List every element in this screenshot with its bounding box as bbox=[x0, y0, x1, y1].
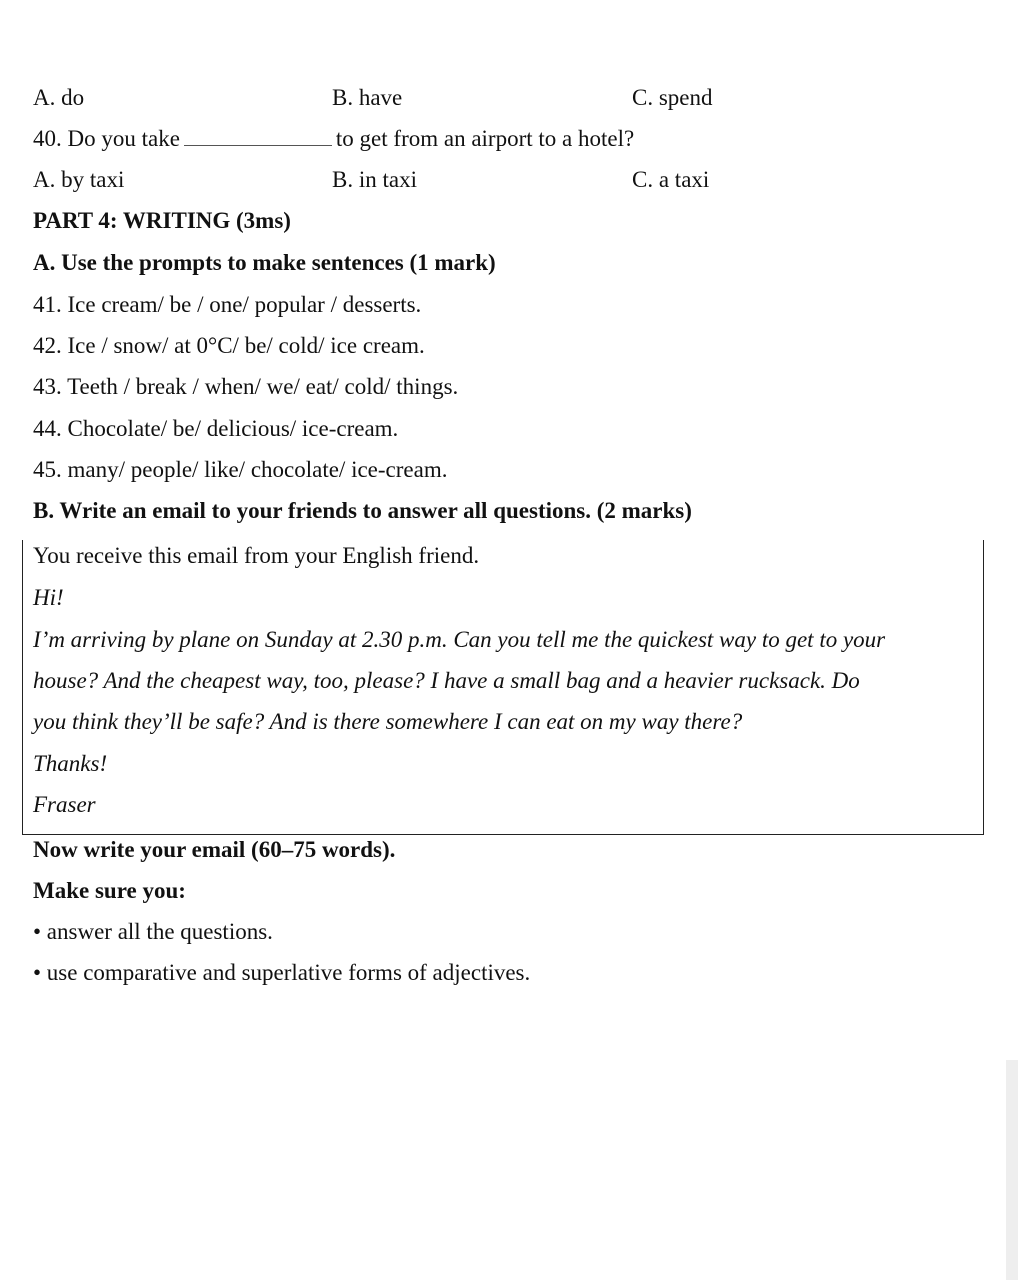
section-a-heading: A. Use the prompts to make sentences (1 mark) bbox=[33, 250, 496, 275]
email-signature: Fraser bbox=[33, 792, 96, 817]
question-40 bbox=[33, 125, 634, 153]
q39-option-b: B. have bbox=[332, 85, 403, 110]
question-40-suffix: to get from an airport to a hotel? bbox=[335, 126, 635, 151]
prompt-item-43: 43. Teeth / break / when/ we/ eat/ cold/ things. bbox=[33, 374, 459, 399]
scrollbar[interactable] bbox=[1006, 1060, 1018, 1280]
email-body-line-2: house? And the cheapest way, too, please? I have a small bag and a heavier rucksack. Do bbox=[33, 668, 860, 693]
prompt-item-41: 41. Ice cream/ be / one/ popular / desserts. bbox=[33, 292, 422, 317]
q39-option-c: C. spend bbox=[632, 85, 713, 110]
prompt-item-42: 42. Ice / snow/ at 0°C/ be/ cold/ ice cream. bbox=[33, 333, 425, 358]
prompt-item-44: 44. Chocolate/ be/ delicious/ ice-cream. bbox=[33, 416, 399, 441]
question-40-blank bbox=[184, 125, 332, 146]
bullet-answer-questions: • answer all the questions. bbox=[33, 919, 273, 944]
question-40-prefix: 40. Do you take bbox=[33, 126, 180, 151]
section-b-heading: B. Write an email to your friends to answer all questions. (2 marks) bbox=[33, 498, 692, 523]
email-greeting: Hi! bbox=[33, 585, 64, 610]
q39-option-a: A. do bbox=[33, 85, 85, 110]
email-signoff: Thanks! bbox=[33, 751, 108, 776]
prompt-item-45: 45. many/ people/ like/ chocolate/ ice-cream. bbox=[33, 457, 448, 482]
q40-option-c: C. a taxi bbox=[632, 167, 710, 192]
q40-option-b: B. in taxi bbox=[332, 167, 417, 192]
make-sure-heading: Make sure you: bbox=[33, 878, 186, 903]
email-intro: You receive this email from your English friend. bbox=[33, 543, 480, 568]
bullet-comparative-forms: • use comparative and superlative forms of adjectives. bbox=[33, 960, 531, 985]
part-4-title: PART 4: WRITING (3ms) bbox=[33, 208, 291, 233]
email-instruction: Now write your email (60–75 words). bbox=[33, 837, 396, 862]
email-body-line-1: I’m arriving by plane on Sunday at 2.30 p.m. Can you tell me the quickest way to get to your bbox=[33, 627, 886, 652]
q40-option-a: A. by taxi bbox=[33, 167, 125, 192]
email-body-line-3: you think they’ll be safe? And is there somewhere I can eat on my way there? bbox=[33, 709, 743, 734]
